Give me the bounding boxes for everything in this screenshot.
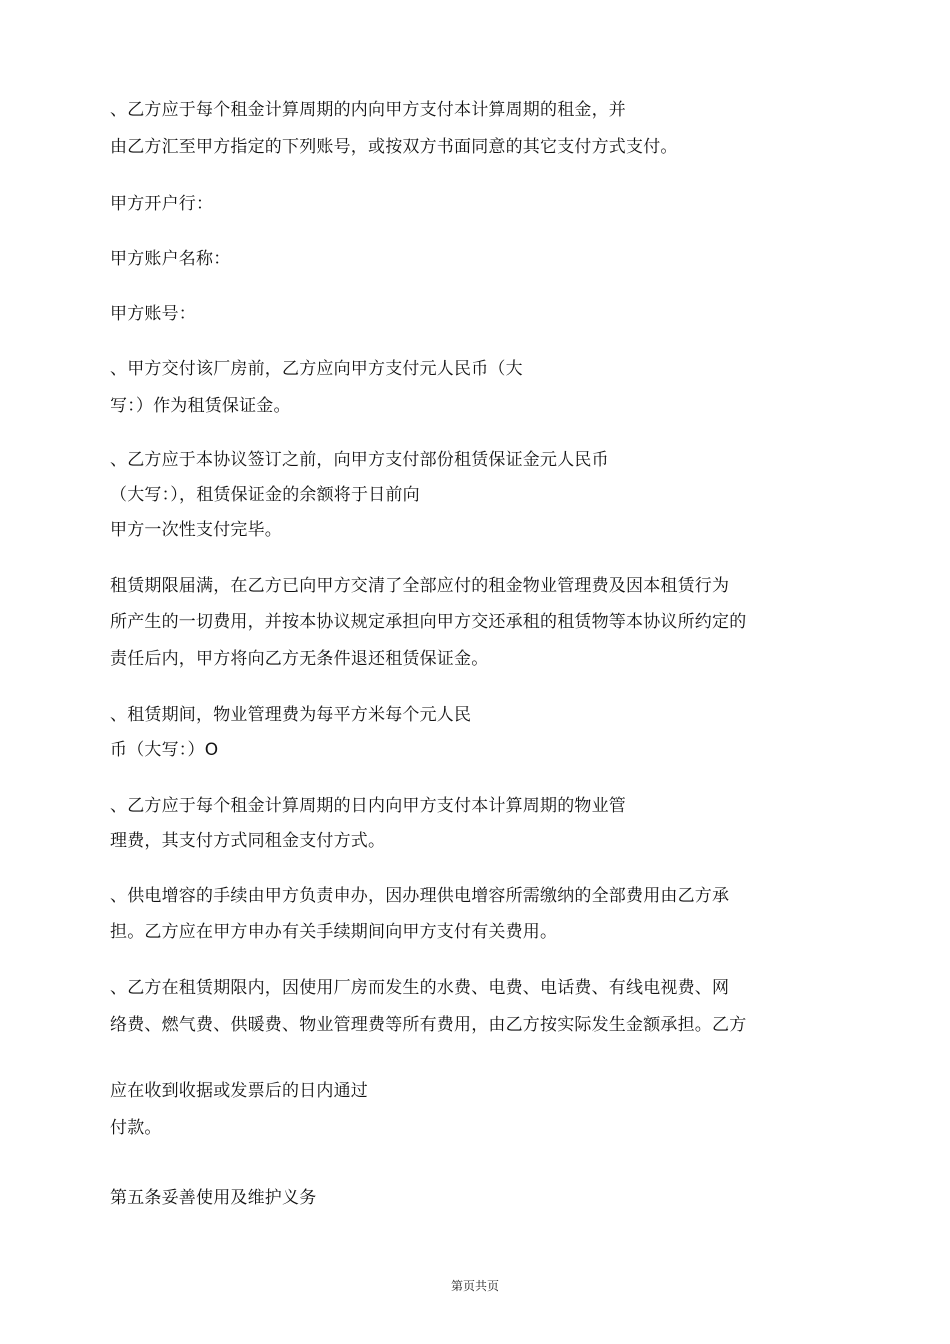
text-line: 责任后内，甲方将向乙方无条件退还租赁保证金。 — [110, 649, 489, 669]
text-line: 、乙方应于本协议签订之前，向甲方支付部份租赁保证金元人民币 — [110, 450, 609, 470]
text-line-account-name: 甲方账户名称： — [110, 249, 231, 269]
text-line: 、乙方应于每个租金计算周期的内向甲方支付本计算周期的租金，并 — [110, 100, 626, 120]
text-line-bank: 甲方开户行： — [110, 194, 214, 214]
text-line: 付款。 — [110, 1118, 162, 1138]
text-line: 所产生的一切费用，并按本协议规定承担向甲方交还承租的租赁物等本协议所约定的 — [110, 612, 747, 632]
page-footer: 第页共页 — [450, 1279, 499, 1293]
text-line: 币（大写：）O — [110, 740, 219, 760]
text-line: （大写：），租赁保证金的余额将于日前向 — [110, 485, 420, 505]
text-line: 、供电增容的手续由甲方负责申办，因办理供电增容所需缴纳的全部费用由乙方承 — [110, 886, 730, 906]
text-line: 理费，其支付方式同租金支付方式。 — [110, 831, 386, 851]
text-line: 络费、燃气费、供暖费、物业管理费等所有费用，由乙方按实际发生金额承担。乙方 — [110, 1015, 747, 1035]
text-line: 应在收到收据或发票后的日内通过 — [110, 1081, 368, 1101]
text-line: 、乙方应于每个租金计算周期的日内向甲方支付本计算周期的物业管 — [110, 796, 626, 816]
text-line: 写：）作为租赁保证金。 — [110, 396, 291, 416]
text-line: 租赁期限届满，在乙方已向甲方交清了全部应付的租金物业管理费及因本租赁行为 — [110, 576, 730, 596]
text-line: 甲方一次性支付完毕。 — [110, 520, 282, 540]
text-line-account-number: 甲方账号： — [110, 304, 196, 324]
text-line: 担。乙方应在甲方申办有关手续期间向甲方支付有关费用。 — [110, 922, 558, 942]
text-line: 、乙方在租赁期限内，因使用厂房而发生的水费、电费、电话费、有线电视费、网 — [110, 978, 730, 998]
text-line: 由乙方汇至甲方指定的下列账号，或按双方书面同意的其它支付方式支付。 — [110, 137, 678, 157]
section-heading: 第五条妥善使用及维护义务 — [110, 1188, 317, 1208]
text-line: 、甲方交付该厂房前，乙方应向甲方支付元人民币（大 — [110, 359, 523, 379]
text-line: 、租赁期间，物业管理费为每平方米每个元人民 — [110, 705, 472, 725]
